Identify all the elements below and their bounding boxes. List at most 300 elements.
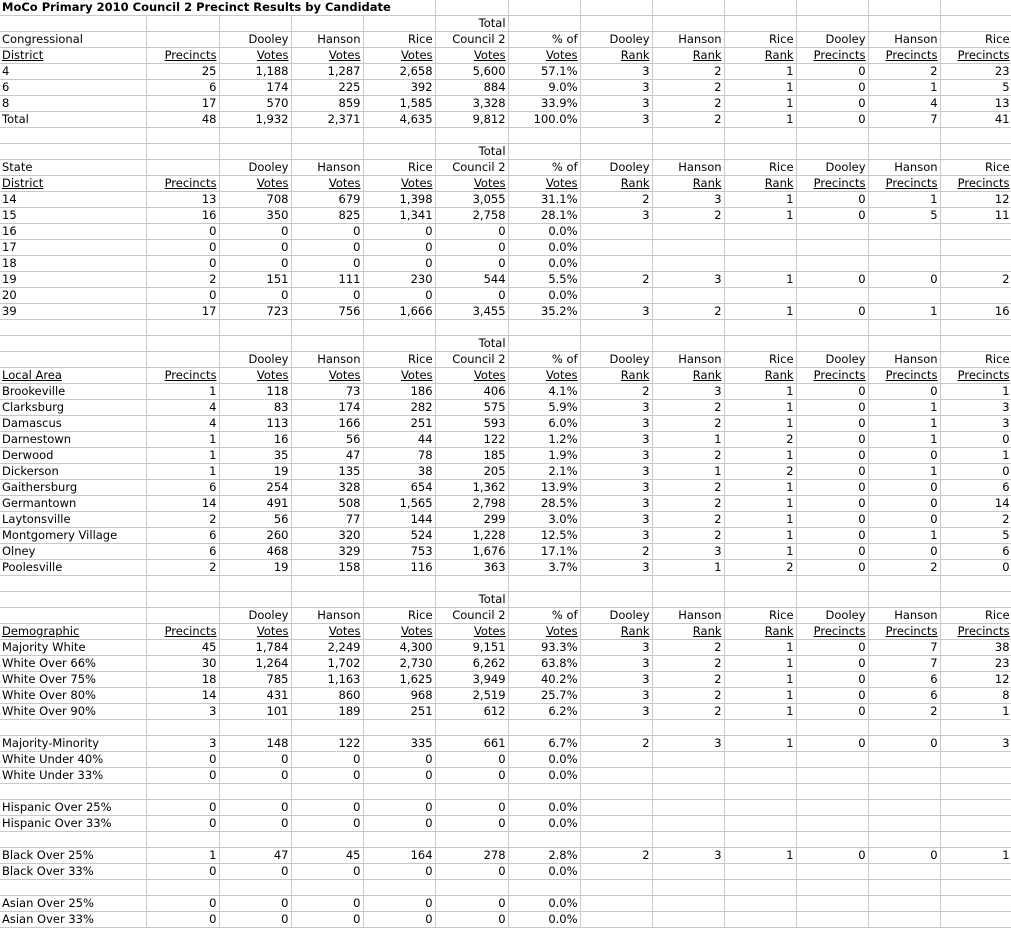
data-cell[interactable]: 2 (940, 272, 1011, 288)
data-cell[interactable]: 0 (868, 480, 940, 496)
data-cell[interactable]: 320 (291, 528, 363, 544)
data-cell[interactable]: 260 (219, 528, 291, 544)
data-cell[interactable]: 0 (291, 896, 363, 912)
empty-cell[interactable] (146, 784, 219, 800)
sheet-title[interactable]: MoCo Primary 2010 Council 2 Precinct Results by Candidate (0, 0, 435, 16)
data-cell[interactable]: 17 (146, 304, 219, 320)
data-cell[interactable]: 1,666 (363, 304, 435, 320)
empty-cell[interactable] (580, 832, 652, 848)
data-cell[interactable]: 2.8% (508, 848, 580, 864)
data-cell[interactable]: 1,188 (219, 64, 291, 80)
data-cell[interactable]: 1 (724, 304, 796, 320)
empty-cell[interactable] (508, 0, 580, 16)
data-cell[interactable]: 0 (219, 224, 291, 240)
empty-cell[interactable] (580, 16, 652, 32)
data-cell[interactable]: 1,228 (435, 528, 508, 544)
data-cell[interactable]: 0 (363, 800, 435, 816)
header-cell[interactable]: Precincts (796, 368, 868, 384)
row-label-cell[interactable]: 6 (0, 80, 146, 96)
data-cell[interactable]: 2 (580, 192, 652, 208)
data-cell[interactable]: 1,264 (219, 656, 291, 672)
empty-cell[interactable] (940, 16, 1011, 32)
empty-cell[interactable] (868, 576, 940, 592)
empty-cell[interactable] (652, 720, 724, 736)
data-cell[interactable] (580, 256, 652, 272)
empty-cell[interactable] (363, 16, 435, 32)
header-cell[interactable]: Rank (580, 176, 652, 192)
empty-cell[interactable] (0, 832, 146, 848)
header-cell[interactable]: Hanson (291, 32, 363, 48)
row-label-cell[interactable]: Total (0, 112, 146, 128)
header-cell[interactable]: Rice (363, 608, 435, 624)
data-cell[interactable]: 0 (435, 896, 508, 912)
data-cell[interactable] (796, 768, 868, 784)
data-cell[interactable]: 0.0% (508, 752, 580, 768)
data-cell[interactable]: 0 (940, 560, 1011, 576)
data-cell[interactable]: 230 (363, 272, 435, 288)
row-label-cell[interactable]: Germantown (0, 496, 146, 512)
empty-cell[interactable] (940, 720, 1011, 736)
row-label-cell[interactable]: White Over 66% (0, 656, 146, 672)
data-cell[interactable]: 1 (724, 272, 796, 288)
data-cell[interactable]: 1,932 (219, 112, 291, 128)
data-cell[interactable]: 3 (652, 848, 724, 864)
header-cell[interactable]: Hanson (652, 160, 724, 176)
data-cell[interactable]: 14 (146, 496, 219, 512)
header-cell[interactable]: Rice (363, 160, 435, 176)
empty-cell[interactable] (868, 320, 940, 336)
data-cell[interactable] (652, 224, 724, 240)
data-cell[interactable] (580, 240, 652, 256)
data-cell[interactable]: 4 (146, 416, 219, 432)
data-cell[interactable]: 73 (291, 384, 363, 400)
data-cell[interactable]: 9,151 (435, 640, 508, 656)
header-cell[interactable]: Precincts (146, 368, 219, 384)
empty-cell[interactable] (291, 320, 363, 336)
data-cell[interactable] (796, 800, 868, 816)
data-cell[interactable]: 3 (580, 704, 652, 720)
empty-cell[interactable] (219, 576, 291, 592)
empty-cell[interactable] (435, 320, 508, 336)
row-label-cell[interactable]: 8 (0, 96, 146, 112)
empty-cell[interactable] (724, 128, 796, 144)
data-cell[interactable]: 679 (291, 192, 363, 208)
header-cell[interactable]: Votes (435, 624, 508, 640)
data-cell[interactable]: 1 (652, 464, 724, 480)
data-cell[interactable]: 2 (580, 272, 652, 288)
empty-cell[interactable] (0, 352, 146, 368)
data-cell[interactable]: 1 (146, 848, 219, 864)
data-cell[interactable]: 2,658 (363, 64, 435, 80)
header-cell[interactable]: Dooley (219, 32, 291, 48)
empty-cell[interactable] (219, 832, 291, 848)
empty-cell[interactable] (940, 832, 1011, 848)
data-cell[interactable]: 3 (940, 416, 1011, 432)
empty-cell[interactable] (435, 880, 508, 896)
row-label-cell[interactable]: Hispanic Over 25% (0, 800, 146, 816)
data-cell[interactable]: 56 (219, 512, 291, 528)
data-cell[interactable]: 2 (652, 304, 724, 320)
header-cell[interactable]: Council 2 (435, 160, 508, 176)
empty-cell[interactable] (796, 720, 868, 736)
data-cell[interactable] (652, 288, 724, 304)
empty-cell[interactable] (0, 16, 146, 32)
data-cell[interactable]: 1 (724, 80, 796, 96)
header-cell[interactable]: Hanson (291, 160, 363, 176)
data-cell[interactable]: 0 (291, 768, 363, 784)
data-cell[interactable]: 282 (363, 400, 435, 416)
data-cell[interactable]: 5 (868, 208, 940, 224)
data-cell[interactable]: 1 (724, 704, 796, 720)
data-cell[interactable]: 2 (652, 448, 724, 464)
empty-cell[interactable] (652, 0, 724, 16)
header-cell[interactable]: Dooley (796, 608, 868, 624)
data-cell[interactable]: 3 (580, 416, 652, 432)
data-cell[interactable]: 0 (435, 800, 508, 816)
empty-cell[interactable] (580, 880, 652, 896)
data-cell[interactable]: 0 (291, 912, 363, 928)
empty-cell[interactable] (435, 128, 508, 144)
header-cell[interactable]: Rank (724, 176, 796, 192)
empty-cell[interactable] (508, 880, 580, 896)
data-cell[interactable] (940, 896, 1011, 912)
data-cell[interactable]: 93.3% (508, 640, 580, 656)
header-cell[interactable]: Dooley (219, 160, 291, 176)
data-cell[interactable] (796, 752, 868, 768)
data-cell[interactable]: 45 (146, 640, 219, 656)
data-cell[interactable] (724, 800, 796, 816)
data-cell[interactable]: 4 (146, 400, 219, 416)
data-cell[interactable]: 392 (363, 80, 435, 96)
empty-cell[interactable] (652, 576, 724, 592)
row-label-cell[interactable]: 4 (0, 64, 146, 80)
data-cell[interactable]: 406 (435, 384, 508, 400)
data-cell[interactable]: 0 (219, 800, 291, 816)
data-cell[interactable]: 251 (363, 704, 435, 720)
row-label-cell[interactable]: Black Over 25% (0, 848, 146, 864)
header-cell[interactable]: Rice (940, 160, 1011, 176)
data-cell[interactable]: 0 (940, 464, 1011, 480)
data-cell[interactable]: 16 (940, 304, 1011, 320)
empty-cell[interactable] (940, 128, 1011, 144)
empty-cell[interactable] (652, 592, 724, 608)
data-cell[interactable]: 16 (219, 432, 291, 448)
empty-cell[interactable] (363, 784, 435, 800)
data-cell[interactable]: 35.2% (508, 304, 580, 320)
data-cell[interactable]: 0 (363, 288, 435, 304)
data-cell[interactable]: 1 (868, 192, 940, 208)
empty-cell[interactable] (940, 320, 1011, 336)
data-cell[interactable] (724, 864, 796, 880)
data-cell[interactable]: 0 (796, 384, 868, 400)
data-cell[interactable]: 0 (796, 192, 868, 208)
empty-cell[interactable] (868, 16, 940, 32)
data-cell[interactable]: 3 (652, 544, 724, 560)
empty-cell[interactable] (508, 832, 580, 848)
data-cell[interactable]: 0 (363, 224, 435, 240)
data-cell[interactable] (652, 864, 724, 880)
data-cell[interactable]: 0 (796, 416, 868, 432)
data-cell[interactable]: 0 (146, 224, 219, 240)
empty-cell[interactable] (580, 576, 652, 592)
empty-cell[interactable] (652, 144, 724, 160)
empty-cell[interactable] (219, 880, 291, 896)
row-label-cell[interactable]: Asian Over 25% (0, 896, 146, 912)
empty-cell[interactable] (291, 16, 363, 32)
data-cell[interactable]: 0 (146, 864, 219, 880)
empty-cell[interactable] (291, 336, 363, 352)
data-cell[interactable] (868, 752, 940, 768)
data-cell[interactable]: 0 (291, 288, 363, 304)
data-cell[interactable]: 205 (435, 464, 508, 480)
row-label-cell[interactable]: 16 (0, 224, 146, 240)
data-cell[interactable]: 122 (291, 736, 363, 752)
data-cell[interactable]: 56 (291, 432, 363, 448)
data-cell[interactable]: 6 (146, 544, 219, 560)
data-cell[interactable]: 1 (724, 528, 796, 544)
header-cell[interactable]: Votes (219, 624, 291, 640)
data-cell[interactable]: 491 (219, 496, 291, 512)
data-cell[interactable]: 0 (435, 240, 508, 256)
data-cell[interactable]: 3 (580, 304, 652, 320)
data-cell[interactable]: 2 (652, 112, 724, 128)
data-cell[interactable]: 2 (652, 688, 724, 704)
data-cell[interactable]: 3 (580, 672, 652, 688)
data-cell[interactable]: 28.1% (508, 208, 580, 224)
data-cell[interactable]: 7 (868, 640, 940, 656)
data-cell[interactable]: 0 (219, 752, 291, 768)
header-cell[interactable]: Rice (724, 160, 796, 176)
data-cell[interactable]: 0 (291, 816, 363, 832)
empty-cell[interactable] (580, 720, 652, 736)
data-cell[interactable]: 30 (146, 656, 219, 672)
data-cell[interactable]: 753 (363, 544, 435, 560)
data-cell[interactable] (580, 912, 652, 928)
data-cell[interactable]: 0 (363, 752, 435, 768)
data-cell[interactable]: 6 (940, 480, 1011, 496)
data-cell[interactable]: 151 (219, 272, 291, 288)
data-cell[interactable]: 0 (796, 112, 868, 128)
data-cell[interactable]: 2 (652, 528, 724, 544)
row-label-cell[interactable]: Clarksburg (0, 400, 146, 416)
header-cell[interactable]: Dooley (219, 608, 291, 624)
data-cell[interactable]: 0 (291, 256, 363, 272)
header-cell[interactable]: Hanson (868, 608, 940, 624)
row-label-cell[interactable]: Laytonsville (0, 512, 146, 528)
data-cell[interactable]: 14 (940, 496, 1011, 512)
data-cell[interactable]: 0.0% (508, 224, 580, 240)
empty-cell[interactable] (724, 144, 796, 160)
data-cell[interactable]: 3 (652, 272, 724, 288)
data-cell[interactable]: 2,519 (435, 688, 508, 704)
data-cell[interactable]: 1 (724, 480, 796, 496)
empty-cell[interactable] (219, 128, 291, 144)
data-cell[interactable]: 0.0% (508, 288, 580, 304)
data-cell[interactable]: 251 (363, 416, 435, 432)
data-cell[interactable]: 2 (580, 544, 652, 560)
empty-cell[interactable] (508, 592, 580, 608)
data-cell[interactable]: 16 (146, 208, 219, 224)
data-cell[interactable] (724, 256, 796, 272)
data-cell[interactable] (580, 288, 652, 304)
row-label-cell[interactable]: Darnestown (0, 432, 146, 448)
data-cell[interactable] (796, 864, 868, 880)
data-cell[interactable]: 0 (291, 240, 363, 256)
data-cell[interactable]: 0.0% (508, 256, 580, 272)
header-cell[interactable]: District (0, 176, 146, 192)
empty-cell[interactable] (363, 320, 435, 336)
row-label-cell[interactable]: White Under 33% (0, 768, 146, 784)
data-cell[interactable]: 28.5% (508, 496, 580, 512)
data-cell[interactable]: 113 (219, 416, 291, 432)
header-cell[interactable]: Dooley (580, 32, 652, 48)
data-cell[interactable]: 3.7% (508, 560, 580, 576)
data-cell[interactable] (868, 224, 940, 240)
data-cell[interactable] (796, 912, 868, 928)
header-cell[interactable]: Council 2 (435, 32, 508, 48)
header-cell[interactable]: Precincts (940, 624, 1011, 640)
empty-cell[interactable] (146, 832, 219, 848)
data-cell[interactable]: 0 (219, 896, 291, 912)
header-cell[interactable]: % of (508, 608, 580, 624)
data-cell[interactable]: 2 (146, 560, 219, 576)
empty-cell[interactable] (580, 592, 652, 608)
data-cell[interactable] (868, 768, 940, 784)
data-cell[interactable]: 0 (435, 288, 508, 304)
data-cell[interactable]: 3 (580, 112, 652, 128)
header-cell[interactable]: Hanson (291, 352, 363, 368)
data-cell[interactable]: 2 (652, 496, 724, 512)
empty-cell[interactable] (724, 576, 796, 592)
data-cell[interactable]: 19 (219, 560, 291, 576)
data-cell[interactable]: 0 (796, 480, 868, 496)
header-cell[interactable]: Dooley (580, 352, 652, 368)
data-cell[interactable]: 0 (146, 240, 219, 256)
data-cell[interactable]: 78 (363, 448, 435, 464)
data-cell[interactable]: 0 (868, 544, 940, 560)
empty-cell[interactable] (652, 320, 724, 336)
data-cell[interactable] (724, 816, 796, 832)
data-cell[interactable]: 47 (291, 448, 363, 464)
data-cell[interactable] (868, 800, 940, 816)
data-cell[interactable]: 0 (435, 912, 508, 928)
data-cell[interactable] (940, 240, 1011, 256)
data-cell[interactable]: 2 (652, 672, 724, 688)
data-cell[interactable] (940, 752, 1011, 768)
data-cell[interactable]: 17 (146, 96, 219, 112)
empty-cell[interactable] (652, 880, 724, 896)
data-cell[interactable]: 6,262 (435, 656, 508, 672)
data-cell[interactable]: 0 (435, 256, 508, 272)
empty-cell[interactable] (146, 144, 219, 160)
data-cell[interactable]: 19 (219, 464, 291, 480)
data-cell[interactable]: 3 (580, 512, 652, 528)
data-cell[interactable]: 1 (724, 688, 796, 704)
header-cell[interactable]: Dooley (219, 352, 291, 368)
data-cell[interactable]: 0 (940, 432, 1011, 448)
data-cell[interactable]: 101 (219, 704, 291, 720)
data-cell[interactable]: 2 (146, 272, 219, 288)
data-cell[interactable]: 0 (796, 80, 868, 96)
empty-cell[interactable] (724, 720, 796, 736)
data-cell[interactable]: 3.0% (508, 512, 580, 528)
data-cell[interactable]: 0 (796, 848, 868, 864)
data-cell[interactable]: 1 (724, 112, 796, 128)
data-cell[interactable]: 3 (580, 656, 652, 672)
data-cell[interactable]: 0 (146, 752, 219, 768)
empty-cell[interactable] (796, 0, 868, 16)
row-label-cell[interactable]: Majority-Minority (0, 736, 146, 752)
empty-cell[interactable] (146, 720, 219, 736)
data-cell[interactable] (940, 224, 1011, 240)
data-cell[interactable]: 3 (580, 528, 652, 544)
data-cell[interactable] (868, 256, 940, 272)
data-cell[interactable]: 1,565 (363, 496, 435, 512)
data-cell[interactable] (580, 864, 652, 880)
data-cell[interactable]: 18 (146, 672, 219, 688)
data-cell[interactable]: 1 (724, 496, 796, 512)
header-cell[interactable]: State (0, 160, 146, 176)
header-cell[interactable]: Congressional (0, 32, 146, 48)
empty-cell[interactable] (724, 320, 796, 336)
header-cell[interactable]: Votes (219, 48, 291, 64)
empty-cell[interactable] (146, 160, 219, 176)
data-cell[interactable]: 3,455 (435, 304, 508, 320)
data-cell[interactable]: 25.7% (508, 688, 580, 704)
data-cell[interactable]: 756 (291, 304, 363, 320)
data-cell[interactable]: 0 (796, 672, 868, 688)
empty-cell[interactable] (291, 880, 363, 896)
data-cell[interactable]: 0 (868, 512, 940, 528)
data-cell[interactable]: 5.9% (508, 400, 580, 416)
data-cell[interactable]: 45 (291, 848, 363, 864)
data-cell[interactable]: 1 (724, 656, 796, 672)
data-cell[interactable] (796, 816, 868, 832)
data-cell[interactable]: 12 (940, 672, 1011, 688)
data-cell[interactable] (724, 768, 796, 784)
data-cell[interactable]: 144 (363, 512, 435, 528)
empty-cell[interactable] (146, 880, 219, 896)
data-cell[interactable]: 0 (146, 912, 219, 928)
header-cell[interactable]: Rank (724, 48, 796, 64)
data-cell[interactable]: 1 (940, 704, 1011, 720)
empty-cell[interactable] (724, 784, 796, 800)
empty-cell[interactable] (146, 128, 219, 144)
empty-cell[interactable] (291, 128, 363, 144)
empty-cell[interactable] (652, 832, 724, 848)
data-cell[interactable]: 3 (580, 400, 652, 416)
data-cell[interactable]: 2 (580, 736, 652, 752)
header-cell[interactable]: Hanson (868, 32, 940, 48)
header-cell[interactable]: % of (508, 352, 580, 368)
empty-cell[interactable] (580, 144, 652, 160)
data-cell[interactable]: 6 (146, 528, 219, 544)
data-cell[interactable]: 0 (146, 256, 219, 272)
data-cell[interactable]: 2,758 (435, 208, 508, 224)
empty-cell[interactable] (0, 592, 146, 608)
empty-cell[interactable] (146, 336, 219, 352)
data-cell[interactable]: 0 (868, 736, 940, 752)
data-cell[interactable]: 1 (724, 192, 796, 208)
data-cell[interactable]: 0.0% (508, 896, 580, 912)
empty-cell[interactable] (580, 784, 652, 800)
data-cell[interactable]: 0 (435, 864, 508, 880)
empty-cell[interactable] (508, 144, 580, 160)
data-cell[interactable]: 860 (291, 688, 363, 704)
data-cell[interactable]: 3 (146, 736, 219, 752)
data-cell[interactable]: 3 (580, 560, 652, 576)
data-cell[interactable]: 1,585 (363, 96, 435, 112)
